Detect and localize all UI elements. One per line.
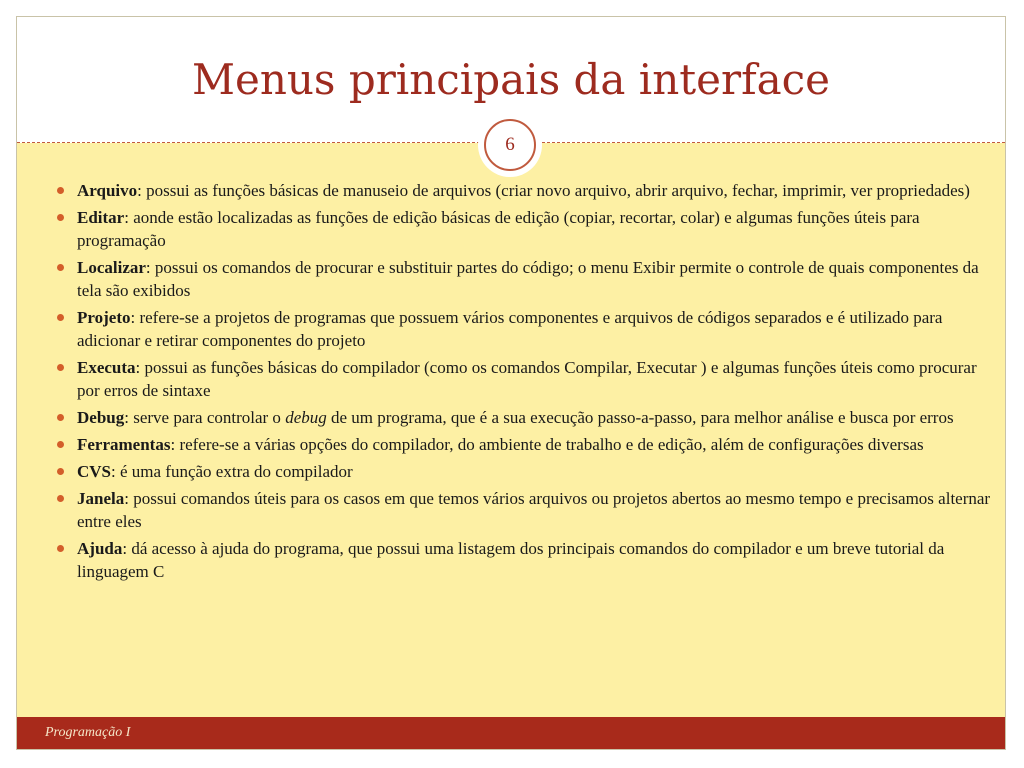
item-term: Executa xyxy=(77,358,136,377)
bullet-icon xyxy=(57,314,64,321)
bullet-icon xyxy=(57,495,64,502)
bullet-list xyxy=(57,179,997,587)
list-item-janela xyxy=(57,487,997,533)
item-term: Ferramentas xyxy=(77,435,171,454)
bullet-icon xyxy=(57,214,64,221)
list-item-executa xyxy=(57,356,997,402)
item-term: Janela xyxy=(77,489,125,508)
item-term: Debug xyxy=(77,408,125,427)
bullet-icon xyxy=(57,545,64,552)
bullet-icon xyxy=(57,364,64,371)
item-text: de um programa, que é a sua execução passo-a-passo, para melhor análise e busca por erros xyxy=(326,408,954,427)
list-item-arquivo xyxy=(57,179,997,202)
list-item-debug xyxy=(57,406,997,429)
item-text: : possui comandos úteis para os casos em que temos vários arquivos ou projetos abertos ao mesmo tempo e precisamos alternar entre eles xyxy=(77,489,991,531)
item-text: : é uma função extra do compilador xyxy=(111,462,353,481)
list-item-editar xyxy=(57,206,997,252)
item-text: : possui as funções básicas de manuseio de arquivos (criar novo arquivo, abrir arquivo, fechar, imprimir, ver propriedades) xyxy=(137,181,970,200)
footer-course-name: Programação I xyxy=(45,725,131,740)
list-item-ajuda xyxy=(57,537,997,583)
item-text: : possui as funções básicas do compilador (como os comandos Compilar, Executar ) e algumas funções úteis como procurar por erros de sintaxe xyxy=(77,358,977,400)
list-item-ferramentas xyxy=(57,433,997,456)
bullet-icon xyxy=(57,441,64,448)
item-term: Projeto xyxy=(77,308,131,327)
item-text: : refere-se a projetos de programas que possuem vários componentes e arquivos de códigos separados e é utilizado para adicionar e retirar componentes do projeto xyxy=(77,308,943,350)
slide xyxy=(16,16,1006,750)
bullet-icon xyxy=(57,414,64,421)
item-text: : dá acesso à ajuda do programa, que possui uma listagem dos principais comandos do compilador e um breve tutorial da linguagem C xyxy=(77,539,945,581)
page-number: 6 xyxy=(484,119,536,171)
item-term: CVS xyxy=(77,462,112,481)
slide-title: Menus principais da interface xyxy=(191,55,831,104)
bullet-icon xyxy=(57,187,64,194)
list-item-cvs xyxy=(57,460,997,483)
list-item-localizar xyxy=(57,256,997,302)
item-text: : possui os comandos de procurar e substituir partes do código; o menu Exibir permite o controle de quais componentes da tela são exibidos xyxy=(77,258,979,300)
bullet-icon xyxy=(57,264,64,271)
item-emphasis: debug xyxy=(285,408,327,427)
item-term: Editar xyxy=(77,208,125,227)
item-text: : aonde estão localizadas as funções de edição básicas de edição (copiar, recortar, colar) e algumas funções úteis para programação xyxy=(77,208,920,250)
footer-bar xyxy=(17,717,1005,749)
item-term: Localizar xyxy=(77,258,146,277)
item-term: Arquivo xyxy=(77,181,138,200)
item-term: Ajuda xyxy=(77,539,123,558)
item-text: : refere-se a várias opções do compilador, do ambiente de trabalho e de edição, além de configurações diversas xyxy=(170,435,924,454)
bullet-icon xyxy=(57,468,64,475)
list-item-projeto xyxy=(57,306,997,352)
item-text: : serve para controlar o xyxy=(124,408,286,427)
